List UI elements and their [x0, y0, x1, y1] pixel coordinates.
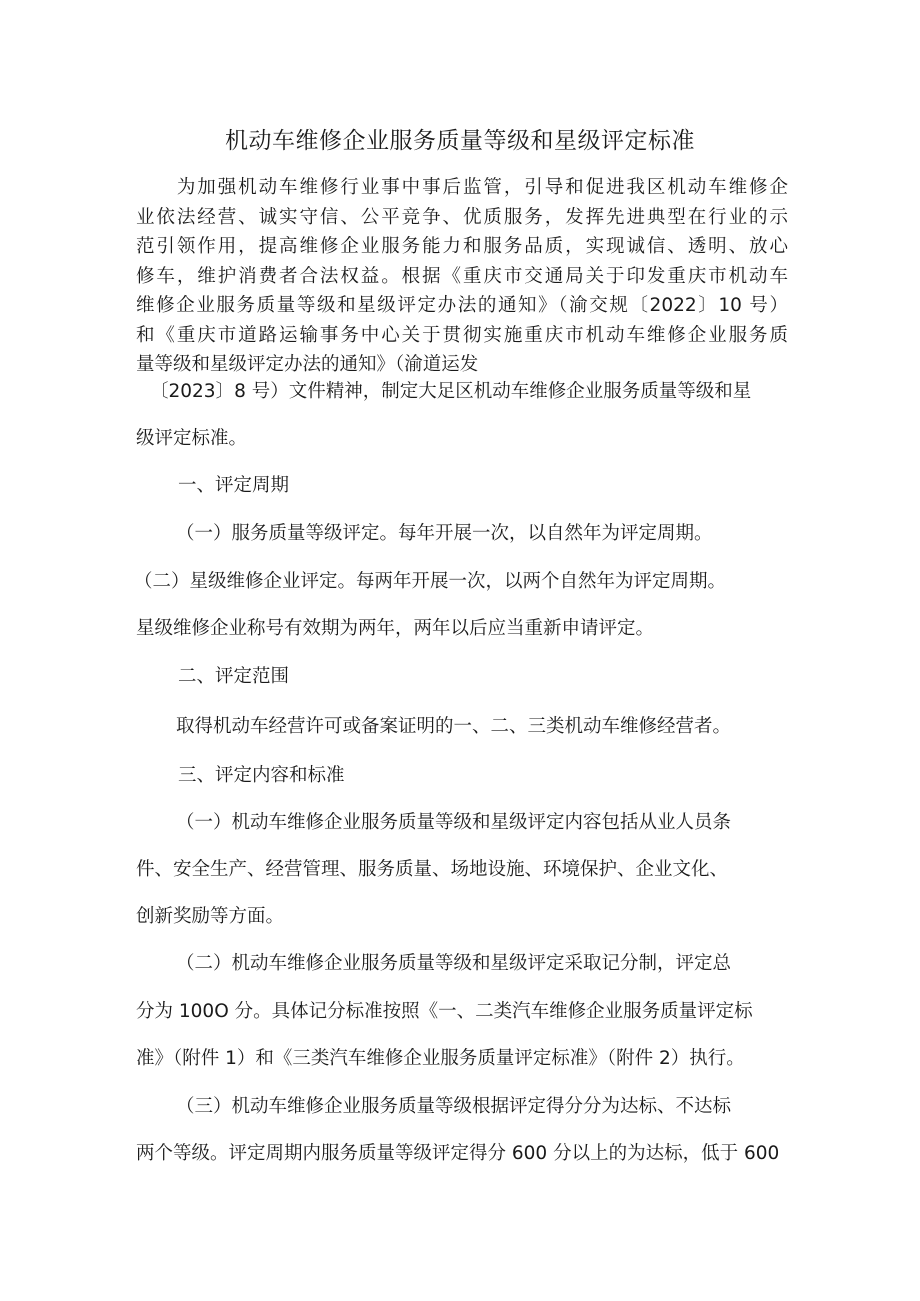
document-title: 机动车维修企业服务质量等级和星级评定标准: [225, 128, 695, 154]
section-item: 星级维修企业称号有效期为两年，两年以后应当重新申请评定。: [136, 618, 655, 639]
section-heading: 二、评定范围: [178, 666, 290, 687]
intro-continuation: 〔2023〕8 号）文件精神，制定大足区机动车维修企业服务质量等级和星: [150, 381, 752, 402]
section-item: 件、安全生产、经营管理、服务质量、场地设施、环境保护、企业文化、: [136, 859, 729, 880]
intro-paragraph: [136, 173, 788, 380]
intro-line: 和《重庆市道路运输事务中心关于贯彻实施重庆市机动车维修企业服务质: [136, 324, 788, 346]
section-item: （二）机动车维修企业服务质量等级和星级评定采取记分制，评定总: [176, 953, 732, 974]
section-item: （二）星级维修企业评定。每两年开展一次，以两个自然年为评定周期。: [134, 571, 727, 592]
section-text: 取得机动车经营许可或备案证明的一、二、三类机动车维修经营者。: [176, 716, 732, 737]
intro-line: 维修企业服务质量等级和星级评定办法的通知》（渝交规〔2022〕10 号）: [136, 295, 788, 316]
intro-line: 业依法经营、诚实守信、公平竞争、优质服务，发挥先进典型在行业的示: [136, 206, 788, 228]
section-item: （一）机动车维修企业服务质量等级和星级评定内容包括从业人员条: [176, 812, 732, 833]
section-item: （一）服务质量等级评定。每年开展一次，以自然年为评定周期。: [176, 523, 713, 544]
intro-line: 量等级和星级评定办法的通知》（渝道运发: [136, 354, 479, 375]
intro-continuation: 级评定标准。: [136, 428, 248, 449]
section-item: 创新奖励等方面。: [136, 906, 285, 927]
section-item: 准》（附件 1）和《三类汽车维修企业服务质量评定标准》（附件 2）执行。: [136, 1048, 745, 1069]
intro-line: 范引领作用，提高维修企业服务能力和服务品质，实现诚信、透明、放心: [136, 236, 788, 257]
section-heading: 三、评定内容和标准: [178, 765, 345, 786]
section-item: （三）机动车维修企业服务质量等级根据评定得分分为达标、不达标: [176, 1096, 732, 1117]
section-item: 分为 100O 分。具体记分标准按照《一、二类汽车维修企业服务质量评定标: [136, 1001, 753, 1022]
intro-line: 为加强机动车维修行业事中事后监管，引导和促进我区机动车维修企: [136, 177, 788, 198]
intro-line: 修车，维护消费者合法权益。根据《重庆市交通局关于印发重庆市机动车: [136, 265, 788, 287]
section-item: 两个等级。评定周期内服务质量等级评定得分 600 分以上的为达标，低于 600: [136, 1143, 780, 1164]
section-heading: 一、评定周期: [178, 475, 290, 496]
